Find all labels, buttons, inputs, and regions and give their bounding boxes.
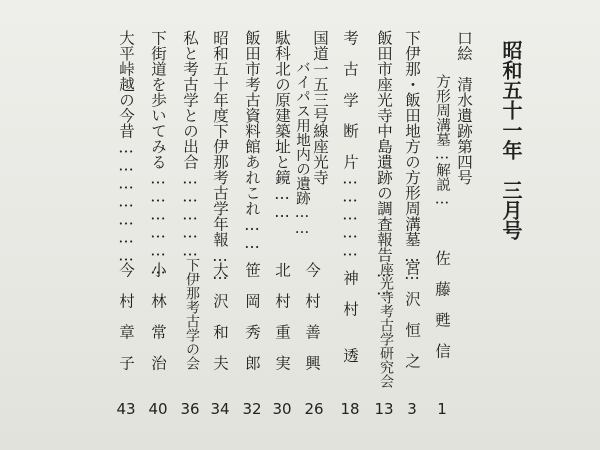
issue-date: [496, 40, 526, 240]
toc-entry-page: 18: [340, 400, 360, 418]
toc-entry-title: 飯田市座光寺中島遺跡の調査報告……: [375, 30, 393, 299]
toc-entry-page: 26: [304, 400, 324, 418]
toc-entry-page: 36: [180, 400, 200, 418]
toc-entry-author: 宮 沢 恒 之: [403, 260, 421, 369]
toc-entry-author: 笹 岡 秀 郎: [243, 262, 261, 371]
toc-entry-author: 座光寺考古学研究会: [378, 262, 394, 388]
toc-entry-page: 34: [210, 400, 230, 418]
toc-entry-title: 昭和五十年度下伊那考古学年報……: [211, 30, 229, 283]
toc-entry-page: 3: [407, 400, 417, 418]
toc-entry-author: 今 村 善 興: [303, 262, 321, 371]
issue-spacer: [499, 160, 523, 180]
toc-entry-title: 国道一五三号線座光寺: [311, 30, 329, 185]
toc-entry-title: 飯田市考古資料館あれこれ……: [243, 30, 261, 252]
issue-year: 昭和五十一年: [499, 40, 523, 160]
toc-entry-page: 30: [272, 400, 292, 418]
toc-entry-page: 43: [116, 400, 136, 418]
issue-month: 三月号: [499, 180, 523, 240]
toc-entry-author: 北 村 重 実: [273, 262, 291, 371]
toc-entry-author: 下伊那考古学の会: [184, 258, 200, 370]
toc-entry-page: 13: [374, 400, 394, 418]
toc-entry-author: 神 村 透: [341, 270, 359, 363]
toc-entry-title: 口絵 清水遺跡第四号: [455, 30, 473, 185]
toc-entry-page: 32: [242, 400, 262, 418]
toc-entry-page: 40: [148, 400, 168, 418]
toc-entry-author: 小 林 常 治: [149, 262, 167, 371]
toc-entry-title: 下伊那・飯田地方の方形周溝墓……: [403, 30, 421, 283]
toc-entry-subtitle: バイパス用地内の遺跡……: [294, 60, 310, 237]
toc-entry-title: 考 古 学 断 片……………: [341, 30, 359, 260]
toc-entry-author: 佐 藤 甦 信: [433, 250, 451, 359]
toc-entry-subtitle: 方形周溝墓…解説…: [434, 74, 450, 208]
toc-entry-title: 大平峠越の今昔…………………: [117, 30, 135, 265]
toc-entry-author: 今 村 章 子: [117, 262, 135, 371]
toc-entry-title: 私と考古学との出合……………: [181, 30, 199, 260]
toc-entry-page: 1: [437, 400, 447, 418]
toc-entry-author: 大 沢 和 夫: [211, 262, 229, 371]
toc-entry-title: 駄科北の原建築址と鏡……: [273, 30, 291, 221]
toc-entry-title: 下街道を歩いてみる………………: [149, 30, 167, 278]
